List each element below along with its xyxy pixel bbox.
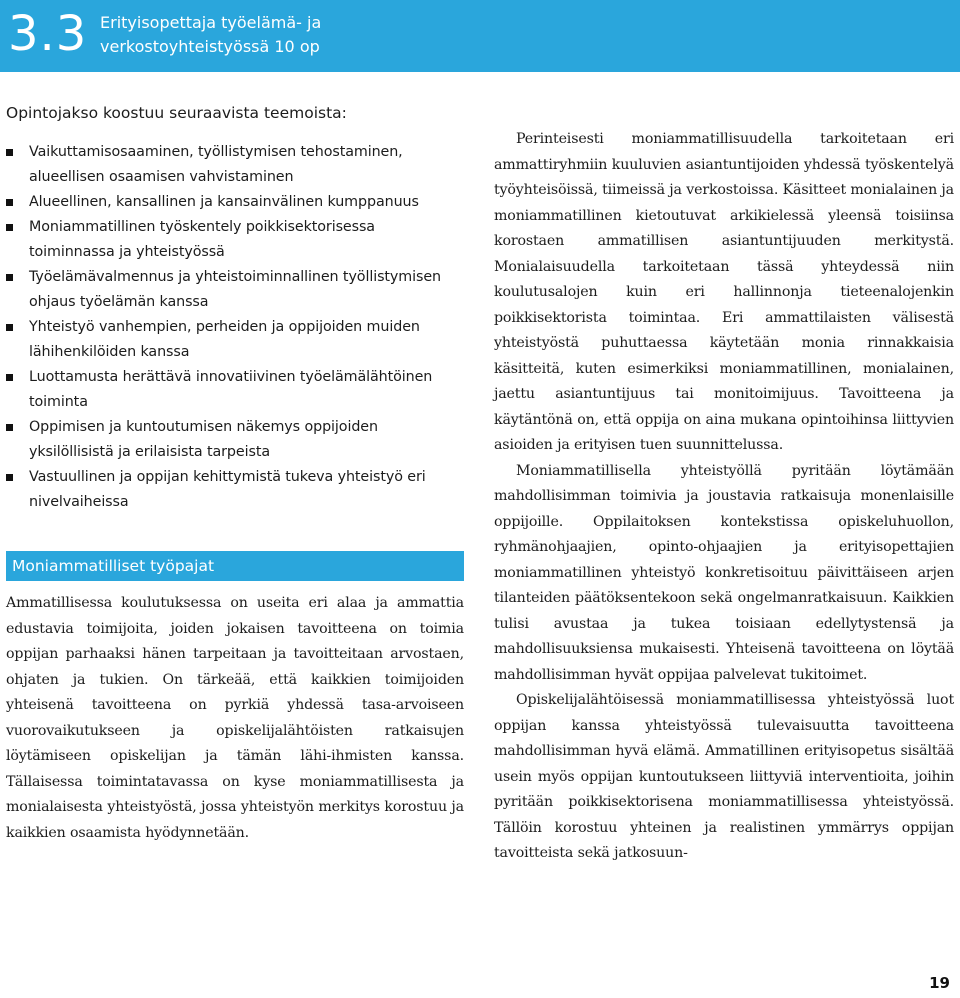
left-column: [6, 100, 464, 846]
list-item-text: Yhteistyö vanhempien, perheiden ja oppijoiden muiden lähihenkilöiden kanssa: [29, 319, 420, 360]
square-bullet-icon: [6, 374, 13, 381]
list-item-text: Luottamusta herättävä innovatiivinen työelämälähtöinen toiminta: [29, 369, 433, 410]
list-item: [6, 365, 464, 415]
square-bullet-icon: [6, 274, 13, 281]
topics-intro: Opintojakso koostuu seuraavista teemoista:: [6, 104, 347, 122]
list-item-text: Oppimisen ja kuntoutumisen näkemys oppijoiden yksilöllisistä ja erilaisista tarpeista: [29, 419, 378, 460]
chapter-header-bar: [0, 0, 960, 72]
topics-list: [6, 140, 464, 515]
list-item: [6, 215, 464, 265]
list-item: [6, 465, 464, 515]
list-item-text: Alueellinen, kansallinen ja kansainvälinen kumppanuus: [29, 194, 419, 210]
list-item-text: Vastuullinen ja oppijan kehittymistä tukeva yhteistyö eri nivelvaiheissa: [29, 469, 426, 510]
square-bullet-icon: [6, 199, 13, 206]
section-title-line-1: Erityisopettaja työelämä- ja: [100, 13, 322, 32]
section-title: [100, 11, 321, 59]
body-paragraph: Opiskelijalähtöisessä moniammatillisessa yhteistyössä luot oppijan kanssa yhteistyössä tulevaisuutta tavoitteena mahdollisimman hyvä elämä. Ammatillinen erityisopetus sisältää usein myös oppijan kuntoutukseen liittyviä interventioita, joihin pyritään poikkisektorisena moniammatillisessa yhteistyössä. Tällöin korostuu yhteinen ja realistinen ymmärrys oppijan tavoitteista sekä jatkosuun-: [494, 692, 954, 861]
square-bullet-icon: [6, 224, 13, 231]
body-paragraph: Perinteisesti moniammatillisuudella tarkoitetaan eri ammattiryhmiin kuuluvien asiantuntijoiden yhdessä työskentelyä työyhteisöissä, tiimeissä ja verkostoissa. Käsitteet monialainen ja moniammatillinen kietoutuvat arkikielessä yleensä toisiinsa korostaen ammatillisen asiantuntijuuden merkitystä. Monialaisuudella tarkoitetaan tässä yhteydessä niin koulutusalojen kuin eri hallinnonja tieteenalojenkin poikkisektorista toimintaa. Eri ammattilaisten välisestä yhteistyöstä puhuttaessa käytetään monia rinnakkaisia käsitteitä, kuten esimerkiksi moniammatillinen, monialainen, jaettu asiantuntijuus tai monitoimijuus. Tavoitteena ja käytäntönä on, että oppija on aina mukana opintoihinsa liittyvien asioiden ja erityisen tuen suunnittelussa.: [494, 131, 954, 453]
right-column: [494, 127, 954, 867]
list-item: [6, 415, 464, 465]
list-item-text: Vaikuttamisosaaminen, työllistymisen tehostaminen, alueellisen osaamisen vahvistaminen: [29, 144, 403, 185]
subsection-heading: Moniammatilliset työpajat: [12, 557, 215, 575]
body-paragraph: Moniammatillisella yhteistyöllä pyritään löytämään mahdollisimman toimivia ja joustavia ratkaisuja monenlaisille oppijoille. Oppilaitoksen kontekstissa opiskeluhuollon, ryhmänohjaajien, opinto-ohjaajien ja erityisopettajien moniammatillinen yhteistyö konkretisoituu päivittäiseen arjen tilanteiden päätöksentekoon sekä ongelmanratkaisuun. Kaikkien tulisi avustaa ja tukea toisiaan edellytystensä ja mahdollisuuksiensa mukaisesti. Yhteisenä tavoitteena on löytää mahdollisimman hyvät oppijaa palvelevat tukitoimet.: [494, 462, 954, 683]
square-bullet-icon: [6, 474, 13, 481]
subsection-heading-bar: [6, 551, 464, 581]
list-item: [6, 190, 464, 215]
list-item-text: Työelämävalmennus ja yhteistoiminnallinen työllistymisen ohjaus työelämän kanssa: [29, 269, 441, 310]
square-bullet-icon: [6, 424, 13, 431]
section-number: 3.3: [8, 6, 88, 62]
square-bullet-icon: [6, 324, 13, 331]
list-item: [6, 315, 464, 365]
list-item: [6, 265, 464, 315]
page-number: 19: [929, 974, 950, 992]
list-item-text: Moniammatillinen työskentely poikkisektorisessa toiminnassa ja yhteistyössä: [29, 219, 375, 260]
body-paragraph: Ammatillisessa koulutuksessa on useita eri alaa ja ammattia edustavia toimijoita, joiden jokaisen tavoitteena on toimia oppijan parhaaksi hänen tarpeitaan ja tavoitteitaan arvostaen, ohjaten ja tukien. On tärkeää, että kaikkien toimijoiden yhteisenä tavoitteena on pyrkiä yhdessä tasa-arvoiseen vuorovaikutukseen ja opiskelijalähtöisten ratkaisujen löytämiseen opiskelijan ja tämän lähi-ihmisten kanssa. Tällaisessa toimintatavassa on kyse moniammatillisesta ja monialaisesta yhteistyöstä, jossa yhteistyön merkitys korostuu ja kaikkien osaamista hyödynnetään.: [6, 595, 464, 841]
square-bullet-icon: [6, 149, 13, 156]
list-item: [6, 140, 464, 190]
section-title-line-2: verkostoyhteistyössä 10 op: [100, 37, 320, 56]
